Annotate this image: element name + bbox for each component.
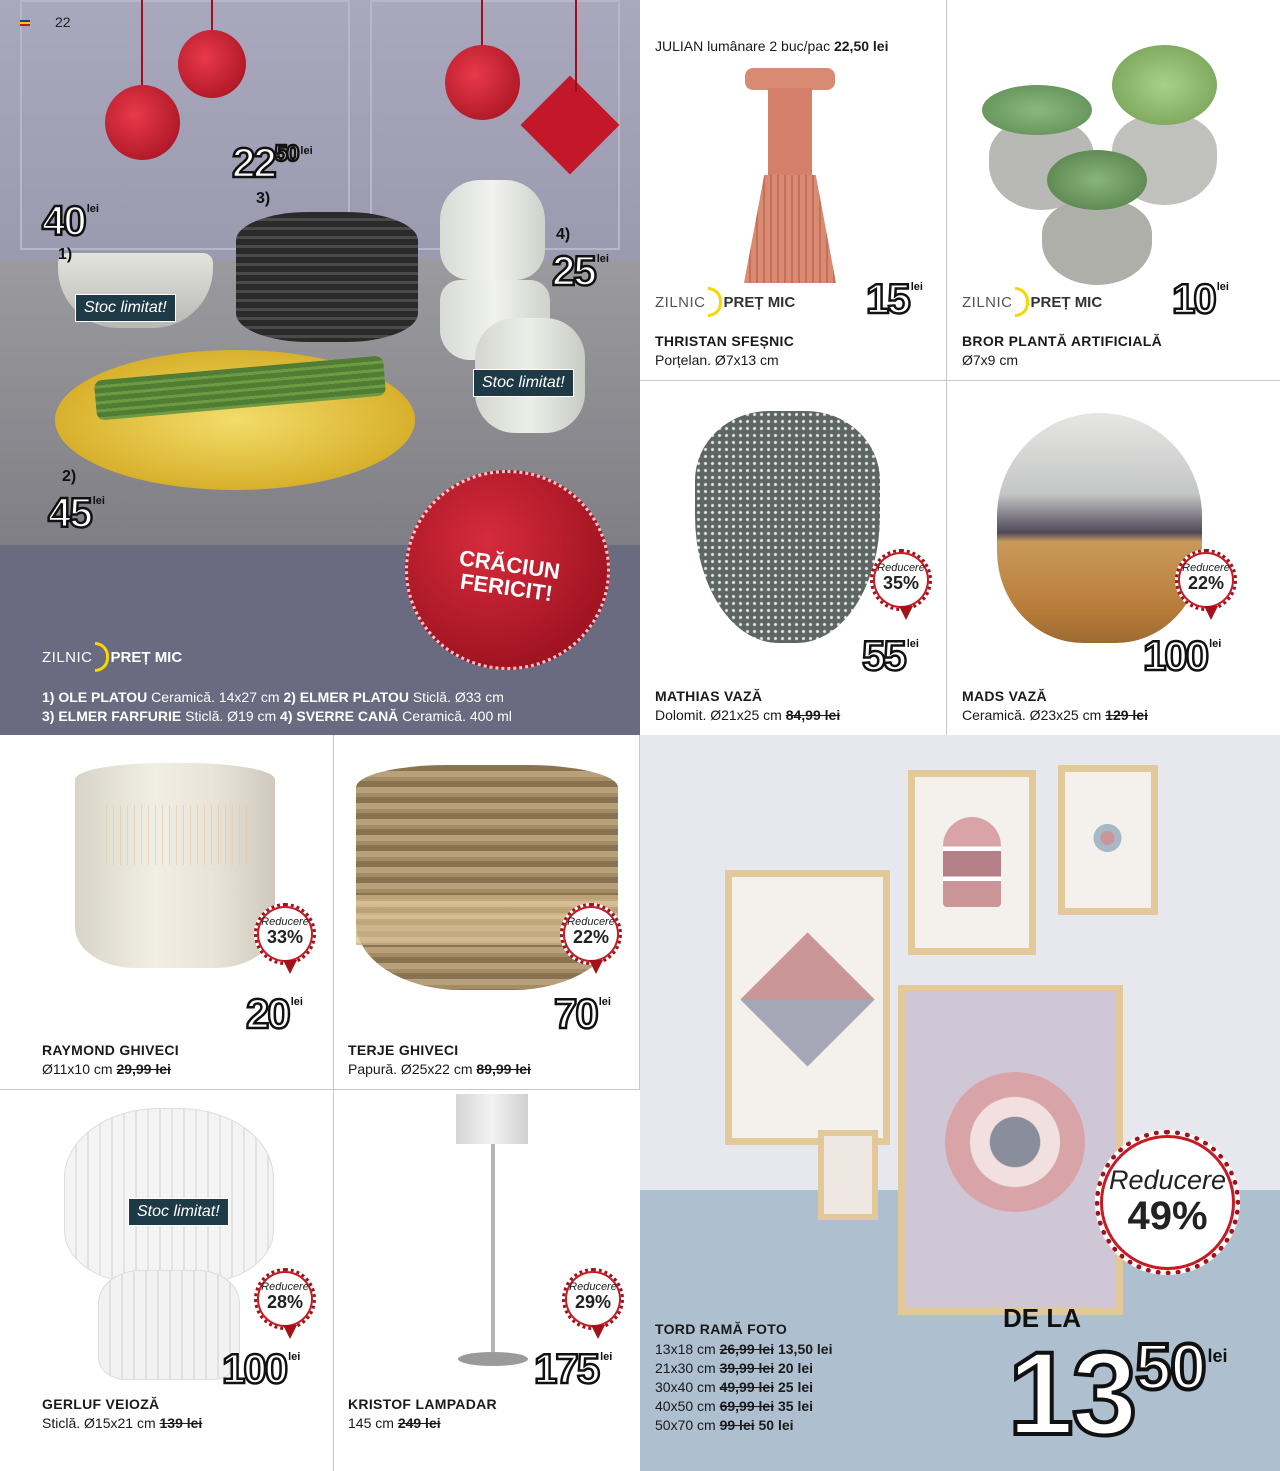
product-name: MADS VAZĂ (962, 688, 1047, 704)
old-price: 139 lei (159, 1415, 203, 1431)
price (1172, 275, 1229, 322)
yellow-arc-icon (1015, 287, 1029, 317)
photo-frame-image (1058, 765, 1158, 915)
candle-holder-base (744, 175, 836, 283)
old-price: 129 lei (1105, 707, 1148, 723)
price-4 (552, 247, 609, 294)
reduction-value: 33% (266, 927, 304, 947)
price (554, 990, 611, 1037)
extra-text: lumânare 2 buc/pac (703, 38, 834, 54)
reduction-label: Reducere (567, 916, 615, 928)
vase-image (997, 413, 1202, 643)
zilnic-pret-mic-logo (655, 287, 795, 317)
succulent-image (1047, 150, 1147, 210)
new-price: 13,50 lei (774, 1341, 833, 1357)
reduction-badge (560, 903, 622, 965)
product-desc: Porțelan. Ø7x13 cm (655, 352, 779, 368)
price (534, 1345, 613, 1392)
product-card-bror (947, 0, 1280, 381)
zilnic-label: ZILNIC (655, 293, 706, 311)
old-price: 99 lei (719, 1417, 755, 1433)
reduction-label: Reducere (261, 1281, 309, 1293)
price-value: 13 (1008, 1328, 1136, 1460)
new-price: 25 lei (774, 1379, 814, 1395)
de-la-label: DE LA (1003, 1303, 1081, 1333)
old-price: 89,99 lei (476, 1061, 531, 1077)
lamp-shade-image (456, 1094, 528, 1144)
pot-stripes (100, 805, 250, 865)
label-3: 3) (256, 190, 271, 207)
new-price: 50 lei (754, 1417, 794, 1433)
old-price: 26,99 lei (719, 1341, 775, 1357)
lamp-pole (491, 1144, 495, 1354)
reduction-value: 35% (882, 573, 920, 593)
lei-label: lei (596, 253, 609, 265)
price-value: 55 (862, 632, 905, 679)
pret-mic-label: PREȚ MIC (1030, 293, 1103, 311)
price (1008, 1328, 1228, 1460)
old-price: 84,99 lei (785, 707, 841, 723)
old-price: 49,99 lei (719, 1379, 775, 1395)
reduction-label: Reducere (569, 1281, 617, 1293)
plant-pot-image (1042, 200, 1152, 285)
label-4: 4) (556, 226, 571, 243)
caption-desc: Ceramică. 14x27 cm (147, 689, 284, 705)
new-price: 20 lei (774, 1360, 814, 1376)
lei-label: lei (600, 1351, 613, 1363)
size: 30x40 cm (655, 1379, 720, 1395)
reduction-label: Reducere (1108, 1165, 1227, 1195)
product-card-kristof (334, 1090, 640, 1471)
photo-frame-image (908, 770, 1036, 955)
size: 50x70 cm (655, 1417, 720, 1433)
lei-label: lei (910, 281, 923, 293)
price (862, 632, 919, 679)
reduction-value: 29% (574, 1292, 612, 1312)
frame-art (1080, 817, 1135, 859)
reduction-label: Reducere (261, 916, 309, 928)
ornament-string (141, 0, 143, 85)
julian-candle-note (655, 38, 888, 54)
zilnic-pret-mic-logo (962, 287, 1102, 317)
product-card-thristan (640, 0, 947, 381)
caption-product: 1) OLE PLATOU (42, 689, 148, 705)
succulent-image (1112, 45, 1217, 125)
reduction-badge (1175, 549, 1237, 611)
page-number: 22 (55, 14, 71, 30)
reduction-badge (254, 903, 316, 965)
hero-caption (42, 688, 512, 726)
price-value: 40 (42, 197, 85, 244)
lei-label: lei (290, 996, 303, 1008)
price-1 (42, 197, 99, 244)
product-name: MATHIAS VAZĂ (655, 688, 763, 704)
table-lamp-base (98, 1270, 240, 1380)
lei-label: lei (300, 145, 313, 157)
caption-desc: Sticlă. Ø19 cm (181, 708, 281, 724)
desc-text: Ø11x10 cm (42, 1061, 117, 1077)
price (246, 990, 303, 1037)
caption-line-2 (42, 707, 512, 726)
reduction-badge (562, 1268, 624, 1330)
yellow-arc-icon (708, 287, 722, 317)
stoc-limitat-label: Stoc limitat! (128, 1198, 229, 1226)
price-value: 70 (554, 990, 597, 1037)
caption-line-1 (42, 688, 512, 707)
candle-holder-image (745, 68, 835, 90)
old-price: 69,99 lei (719, 1398, 775, 1414)
lei-label: lei (1209, 638, 1222, 650)
zilnic-label: ZILNIC (962, 293, 1013, 311)
photo-frame-image (898, 985, 1123, 1315)
zilnic-label: ZILNIC (42, 648, 93, 666)
product-name: TERJE GHIVECI (348, 1042, 459, 1058)
size-row (655, 1340, 832, 1359)
size: 40x50 cm (655, 1398, 720, 1414)
price-value: 45 (48, 489, 91, 536)
size: 13x18 cm (655, 1341, 720, 1357)
product-name: TORD RAMĂ FOTO (655, 1321, 788, 1337)
stoc-limitat-label: Stoc limitat! (473, 369, 574, 397)
caption-desc: Sticlă. Ø33 cm (408, 689, 504, 705)
product-card-gerluf (0, 1090, 334, 1471)
ornament-icon (445, 45, 520, 120)
caption-product: 4) SVERRE CANĂ (280, 708, 399, 724)
caption-desc: Ceramică. 400 ml (398, 708, 512, 724)
product-card-raymond (0, 735, 334, 1090)
table-lamp-image (64, 1108, 274, 1283)
reduction-badge (870, 549, 932, 611)
size: 21x30 cm (655, 1360, 720, 1376)
vase-image (695, 411, 880, 643)
price-3 (232, 139, 313, 186)
frame-art (945, 1072, 1085, 1212)
price-cents: 50 (274, 140, 299, 166)
product-desc (962, 707, 1148, 723)
product-desc (348, 1061, 531, 1077)
flower-pot-image (75, 763, 275, 968)
lei-label: lei (1216, 281, 1229, 293)
extra-name: JULIAN (655, 38, 704, 54)
lei-label: lei (86, 203, 99, 215)
price (866, 275, 923, 322)
mug-image (440, 180, 545, 280)
lei-label: lei (906, 638, 919, 650)
product-desc (348, 1415, 441, 1431)
product-desc (42, 1415, 202, 1431)
price-value: 20 (246, 990, 289, 1037)
old-price: 29,99 lei (116, 1061, 171, 1077)
hero-panel (0, 0, 640, 735)
desc-text: Ceramică. Ø23x25 cm (962, 707, 1106, 723)
reduction-value: 22% (1187, 573, 1225, 593)
candle-holder-body (768, 88, 812, 178)
desc-text: Dolomit. Ø21x25 cm (655, 707, 786, 723)
succulent-image (982, 85, 1092, 135)
price-value: 100 (222, 1345, 287, 1392)
caption-product: 2) ELMER PLATOU (283, 689, 409, 705)
size-price-list (655, 1340, 832, 1435)
size-row (655, 1378, 832, 1397)
pret-mic-label: PREȚ MIC (110, 648, 183, 666)
old-price: 249 lei (397, 1415, 441, 1431)
yellow-arc-icon (95, 642, 109, 672)
flag-icon (20, 20, 30, 26)
ornament-string (575, 0, 577, 92)
product-card-tord (640, 735, 1280, 1471)
lei-label: lei (1207, 1346, 1228, 1366)
ornament-icon (178, 30, 246, 98)
price-2 (48, 489, 105, 536)
product-desc (42, 1061, 171, 1077)
desc-text: Papură. Ø25x22 cm (348, 1061, 477, 1077)
product-desc: Ø7x9 cm (962, 352, 1019, 368)
reduction-badge-large (1095, 1130, 1240, 1275)
frame-art (943, 817, 1001, 907)
product-card-mads (947, 381, 1280, 735)
lei-label: lei (288, 1351, 301, 1363)
label-1: 1) (58, 246, 73, 263)
stoc-limitat-label: Stoc limitat! (75, 294, 176, 322)
product-desc (655, 707, 840, 723)
zilnic-pret-mic-logo (42, 642, 182, 672)
product-name: KRISTOF LAMPADAR (348, 1396, 497, 1412)
price-cents: 50 (1135, 1330, 1206, 1403)
christmas-badge (405, 470, 610, 670)
size-row (655, 1397, 832, 1416)
product-name: BROR PLANTĂ ARTIFICIALĂ (962, 333, 1163, 349)
price-value: 22 (232, 139, 275, 186)
photo-frame-image (725, 870, 890, 1145)
product-card-mathias (640, 381, 947, 735)
price-value: 175 (534, 1345, 599, 1392)
desc-text: Sticlă. Ø15x21 cm (42, 1415, 160, 1431)
price (1143, 632, 1222, 679)
lei-label: lei (92, 495, 105, 507)
pret-mic-label: PREȚ MIC (723, 293, 796, 311)
product-name: THRISTAN SFEȘNIC (655, 333, 795, 349)
reduction-badge (254, 1268, 316, 1330)
ornament-icon (105, 85, 180, 160)
size-row (655, 1359, 832, 1378)
lei-label: lei (598, 996, 611, 1008)
photo-frame-image (818, 1130, 878, 1220)
label-2: 2) (62, 468, 77, 485)
plate-stack-image (236, 212, 418, 342)
frame-art (740, 932, 874, 1066)
product-card-terje (334, 735, 640, 1090)
product-name: RAYMOND GHIVECI (42, 1042, 180, 1058)
new-price: 35 lei (774, 1398, 814, 1414)
caption-product: 3) ELMER FARFURIE (42, 708, 182, 724)
extra-price: 22,50 lei (833, 38, 889, 54)
price-value: 15 (866, 275, 909, 322)
christmas-badge-text: CRĂCIUN FERICIT! (457, 545, 562, 607)
reduction-label: Reducere (877, 562, 925, 574)
ornament-string (481, 0, 483, 45)
price-value: 25 (552, 247, 595, 294)
size-row (655, 1416, 832, 1435)
desc-text: 145 cm (348, 1415, 398, 1431)
price-value: 10 (1172, 275, 1215, 322)
lamp-base (458, 1352, 528, 1366)
reduction-value: 49% (1127, 1194, 1208, 1238)
price-value: 100 (1143, 632, 1208, 679)
ornament-string (211, 0, 213, 30)
price (222, 1345, 301, 1392)
reduction-value: 22% (572, 927, 610, 947)
reduction-value: 28% (266, 1292, 304, 1312)
old-price: 39,99 lei (719, 1360, 775, 1376)
reduction-label: Reducere (1182, 562, 1230, 574)
product-name: GERLUF VEIOZĂ (42, 1396, 160, 1412)
